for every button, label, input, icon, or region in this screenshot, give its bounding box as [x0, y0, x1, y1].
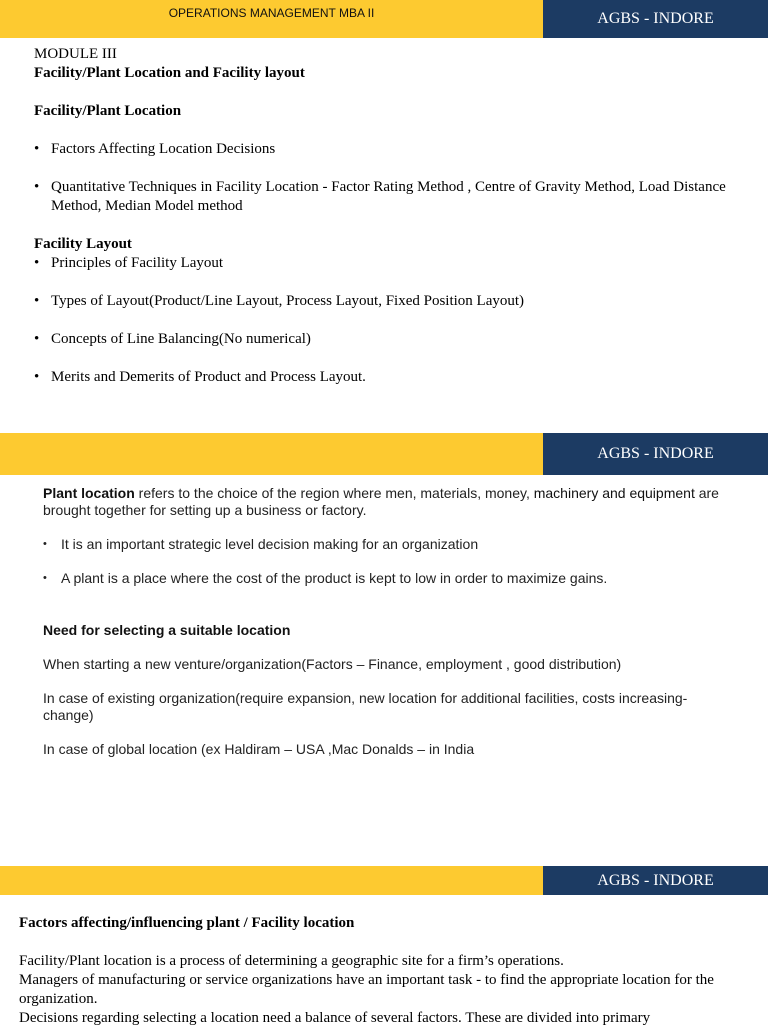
- body-line: Facility/Plant location is a process of determining a geographic site for a firm’s operations.: [19, 953, 564, 969]
- slide3-header: [0, 866, 768, 895]
- need-paragraph: In case of existing organization(require expansion, new location for additional facilities, costs increasing-change): [43, 690, 688, 723]
- slide1-content: [34, 45, 734, 387]
- brand-label: AGBS - INDORE: [543, 433, 768, 475]
- layout-list: [34, 254, 734, 387]
- need-heading: Need for selecting a suitable location: [43, 622, 291, 638]
- body-line: Decisions regarding selecting a location need a balance of several factors. These are divided into primary: [19, 1010, 651, 1026]
- list-item: • Factors Affecting Location Decisions: [34, 141, 276, 157]
- list-item: • Quantitative Techniques in Facility Location - Factor Rating Method , Centre of Gravity Method, Load Distance Method, Median Model method: [34, 179, 726, 214]
- slide2-content: [43, 485, 723, 758]
- slide2-header: [0, 433, 768, 475]
- module-title: Facility/Plant Location and Facility layout: [34, 65, 305, 81]
- list-item: • Merits and Demerits of Product and Process Layout.: [34, 369, 366, 385]
- need-paragraph: In case of global location (ex Haldiram – USA ,Mac Donalds – in India: [43, 741, 475, 757]
- need-paragraph: When starting a new venture/organization(Factors – Finance, employment , good distribution): [43, 656, 622, 672]
- slide1-header-bar: [0, 0, 543, 38]
- list-item: • Concepts of Line Balancing(No numerical): [34, 331, 311, 347]
- brand-label: AGBS - INDORE: [543, 866, 768, 895]
- intro-paragraph: Plant location refers to the choice of the region where men, materials, money, machinery and equipment are brought together for setting up a business or factory.: [43, 485, 719, 518]
- slide3-header-bar: [0, 866, 543, 895]
- location-list: [34, 140, 734, 216]
- body-line: Managers of manufacturing or service organizations have an important task - to find the appropriate location for the organization.: [19, 972, 714, 1007]
- slide1-header: [0, 0, 768, 38]
- brand-label: AGBS - INDORE: [543, 0, 768, 38]
- list-item: • Principles of Facility Layout: [34, 255, 224, 271]
- course-title: OPERATIONS MANAGEMENT MBA II: [168, 6, 375, 20]
- list-item: • It is an important strategic level decision making for an organization: [43, 536, 479, 552]
- list-item: • Types of Layout(Product/Line Layout, Process Layout, Fixed Position Layout): [34, 293, 525, 309]
- location-heading: Facility/Plant Location: [34, 103, 182, 119]
- module-label: MODULE III: [34, 46, 117, 62]
- factors-heading: Factors affecting/influencing plant / Facility location: [19, 915, 355, 931]
- list-item: • A plant is a place where the cost of the product is kept to low in order to maximize gains.: [43, 570, 608, 586]
- layout-heading: Facility Layout: [34, 236, 132, 252]
- intro-list: [43, 536, 723, 587]
- slide3-content: [19, 914, 749, 1028]
- slide2-header-bar: [0, 433, 543, 475]
